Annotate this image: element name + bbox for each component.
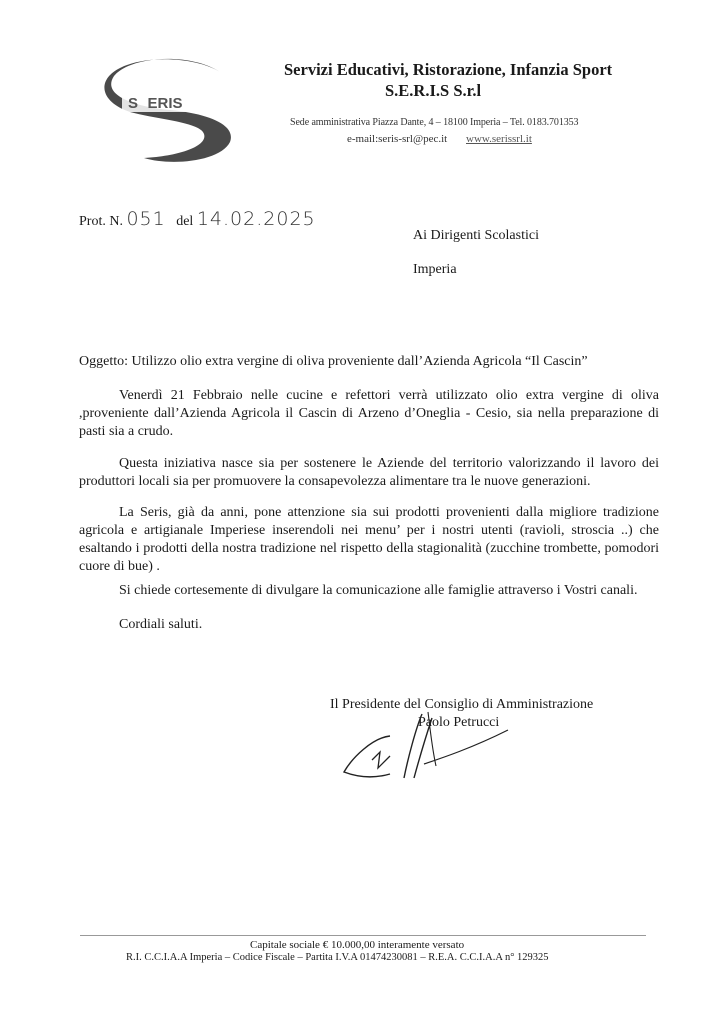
website-link[interactable]: www.serissrl.it [466,133,532,145]
seris-logo [100,54,250,166]
protocol-label: Prot. N. [79,214,123,229]
subject-line: Oggetto: Utilizzo olio extra vergine di oliva proveniente dall’Azienda Agricola “Il Cascin” [79,354,588,369]
footer-divider [80,935,646,936]
company-address: Sede amministrativa Piazza Dante, 4 – 18100 Imperia – Tel. 0183.701353 [290,117,579,128]
protocol-date-label: del [176,214,194,229]
handwritten-signature [332,708,512,784]
footer-registry: R.I. C.C.I.A.A Imperia – Codice Fiscale – Partita I.V.A 01474230081 – R.E.A. C.C.I.A.A n° 129325 [126,952,549,963]
logo-text: ERIS [147,95,183,112]
protocol-number: 051 [126,208,166,230]
company-name: Servizi Educativi, Ristorazione, Infanzia Sport [284,60,613,79]
recipient-line-1: Ai Dirigenti Scolastici [413,228,539,243]
protocol-line [79,208,316,230]
paragraph-5: Cordiali saluti. [119,617,203,632]
recipient-line-2: Imperia [413,262,457,277]
company-contacts [347,133,532,145]
paragraph-4: Si chiede cortesemente di divulgare la comunicazione alle famiglie attraverso i Vostri canali. [119,583,638,598]
signatory-title: Il Presidente del Consiglio di Amministrazione [330,697,594,712]
svg-text:S: S [128,95,139,112]
paragraph-1: Venerdì 21 Febbraio nelle cucine e refettori verrà utilizzato olio extra vergine di oliva ,proveniente dall’Azienda Agricola il Cascin di Arzeno d’Oneglia - Cesio, sia nella preparazione di pasti sia a crudo. [79,388,659,439]
footer-capital: Capitale sociale € 10.000,00 interamente versato [250,939,465,951]
signatory-name: Paolo Petrucci [418,715,500,730]
company-short-name: S.E.R.I.S S.r.l [385,81,482,100]
paragraph-2: Questa iniziativa nasce sia per sostenere le Aziende del territorio valorizzando il lavoro dei produttori locali sia per promuovere la consapevolezza alimentare tra le nuove generazioni. [79,456,659,489]
paragraph-3: La Seris, già da anni, pone attenzione sia sui prodotti provenienti dalla migliore tradizione agricola e artigianale Imperiese inserendoli nei menu’ per i nostri utenti (ravioli, stroscia ..) che esaltando i prodotti della nostra tradizione nel rispetto della stagionalità (zucchine trombette, pomodori cuore di bue) . [79,505,659,574]
protocol-date: 14.02.2025 [196,208,316,230]
email-text: e-mail:seris-srl@pec.it [347,133,448,145]
